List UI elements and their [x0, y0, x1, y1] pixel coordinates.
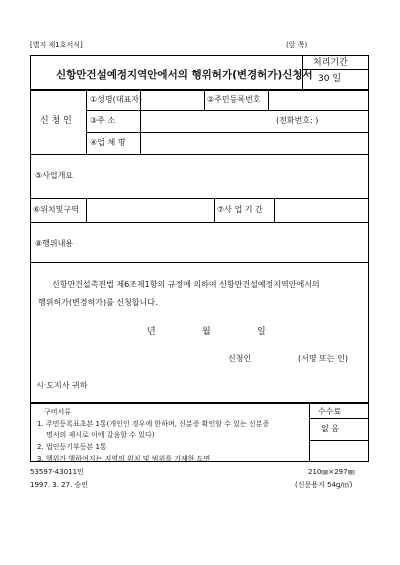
divider	[30, 154, 369, 155]
signature-or-seal-label: (서명 또는 인)	[298, 354, 348, 363]
form-code: 53597-43011민	[30, 468, 84, 476]
required-document-item: 명서의 제시로 이에 갈음할 수 있다)	[46, 431, 155, 439]
divider	[309, 440, 369, 441]
required-document-item: 2. 법인등기부등본 1통	[37, 443, 107, 451]
date-day-label: 일	[257, 327, 266, 337]
divider	[274, 198, 275, 222]
application-statement-cont: 행위허가(변경허가)를 신청합니다.	[38, 298, 158, 307]
divider	[140, 90, 141, 154]
divider	[302, 69, 369, 70]
activity-content-label: ⑧행위내용	[35, 239, 74, 248]
divider	[30, 262, 369, 263]
divider	[86, 90, 87, 154]
phone-number-label: (전화번호: )	[276, 116, 319, 125]
divider	[86, 110, 369, 111]
business-period-label: ⑦사 업 기 간	[217, 205, 263, 214]
processing-period-value: 30 일	[318, 74, 342, 84]
divider	[30, 89, 369, 91]
divider	[309, 403, 310, 462]
page-side-label: (앞 쪽)	[286, 41, 308, 49]
paper-size: 210㎜×297㎜	[308, 468, 355, 476]
fee-label: 수수료	[318, 407, 342, 416]
divider	[204, 90, 205, 110]
divider	[30, 222, 369, 223]
date-year-label: 년	[147, 327, 156, 337]
divider	[302, 55, 303, 89]
approval-date: 1997. 3. 27. 승인	[30, 481, 89, 489]
divider	[30, 198, 369, 199]
date-month-label: 월	[202, 327, 211, 337]
form-number-label: [별지 제1호서식]	[30, 41, 83, 49]
divider	[268, 90, 269, 110]
name-label: ①성명(대표자)	[90, 95, 143, 104]
divider	[30, 402, 369, 404]
addressee-label: 시·도지사 귀하	[36, 381, 88, 390]
fee-value: 없 음	[321, 424, 339, 433]
company-name-label: ④업 체 명	[90, 138, 126, 147]
location-area-label: ⑥위치및구역	[33, 205, 79, 214]
divider	[86, 198, 87, 222]
paper-type: (신문용지 54g/㎡)	[295, 481, 353, 489]
divider	[309, 418, 369, 419]
address-label: ③주 소	[90, 116, 116, 125]
applicant-section-label: 신 청 인	[40, 116, 72, 126]
divider	[214, 198, 215, 222]
required-documents-title: 구비서류	[44, 408, 72, 416]
required-document-item: 3. 행위가 행하여지는 지역의 위치 및 범위를 기재한 도면	[37, 455, 211, 463]
business-summary-label: ⑤사업개요	[35, 171, 74, 180]
divider	[86, 132, 369, 133]
resident-number-label: ②주민등록번호	[207, 95, 261, 104]
application-statement: 신항만건설촉진법 제6조제1항의 규정에 의하여 신항만건설예정지역안에서의	[52, 280, 320, 289]
required-document-item: 1. 주민등록표초본 1통(개인인 경우에 한하며, 신분증 확인할 수 있는 신분증	[37, 420, 270, 428]
form-title: 신항만건설예정지역안에서의 행위허가(변경허가)신청서	[56, 69, 313, 81]
applicant-signature-label: 신청인	[228, 354, 252, 363]
processing-period-label: 처리기간	[313, 58, 348, 68]
